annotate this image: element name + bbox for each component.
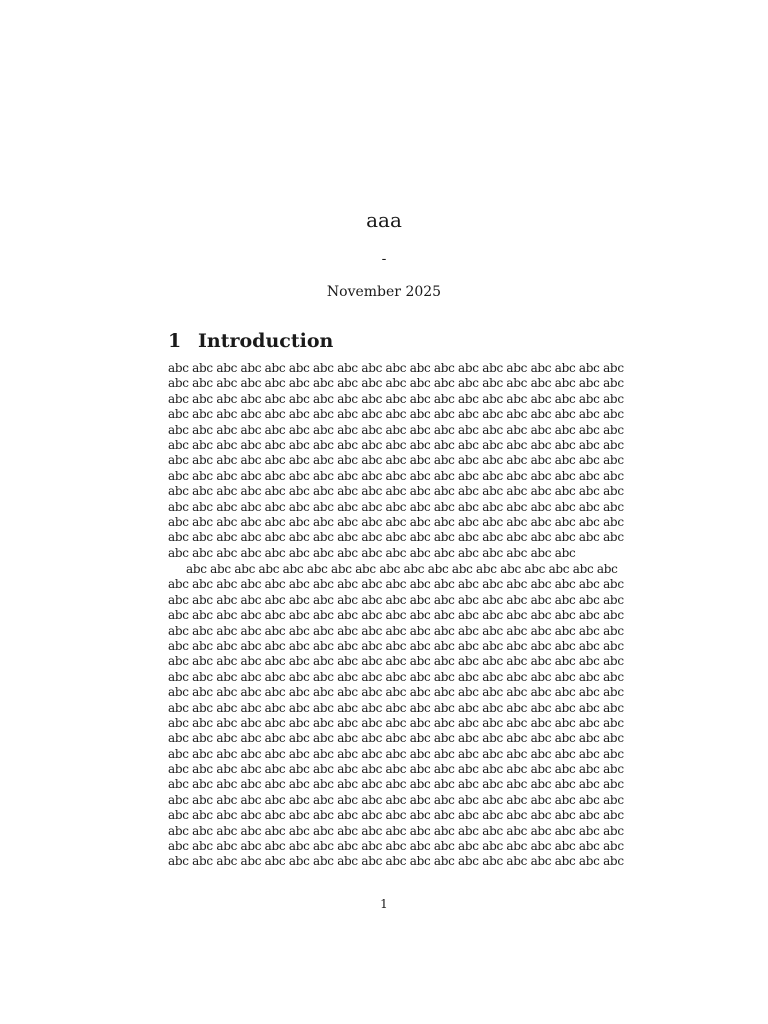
document-title: aaa xyxy=(366,208,402,232)
text-line: abc abc abc abc abc abc abc abc abc abc abc abc abc abc abc abc abc abc abc xyxy=(168,731,624,746)
text-line: abc abc abc abc abc abc abc abc abc abc abc abc abc abc abc abc abc abc abc xyxy=(168,422,624,437)
section-title: Introduction xyxy=(198,330,334,352)
text-line: abc abc abc abc abc abc abc abc abc abc abc abc abc abc abc abc abc abc abc xyxy=(168,762,624,777)
text-line: abc abc abc abc abc abc abc abc abc abc abc abc abc abc abc abc abc abc abc xyxy=(168,823,624,838)
text-line: abc abc abc abc abc abc abc abc abc abc abc abc abc abc abc abc abc abc abc xyxy=(168,468,624,483)
text-line: abc abc abc abc abc abc abc abc abc abc abc abc abc abc abc abc abc abc abc xyxy=(168,669,624,684)
text-line: abc abc abc abc abc abc abc abc abc abc abc abc abc abc abc abc abc abc abc xyxy=(168,608,624,623)
paragraph xyxy=(168,361,624,561)
document-date: November 2025 xyxy=(326,284,442,300)
text-line: abc abc abc abc abc abc abc abc abc abc abc abc abc abc abc abc abc abc abc xyxy=(168,654,624,669)
text-line: abc abc abc abc abc abc abc abc abc abc abc abc abc abc abc abc abc abc abc xyxy=(168,746,624,761)
text-line: abc abc abc abc abc abc abc abc abc abc abc abc abc abc abc abc abc abc abc xyxy=(168,854,624,869)
text-line: abc abc abc abc abc abc abc abc abc abc abc abc abc abc abc abc abc abc abc xyxy=(168,638,624,653)
text-line: abc abc abc abc abc abc abc abc abc abc abc abc abc abc abc abc abc abc abc xyxy=(168,808,624,823)
text-line: abc abc abc abc abc abc abc abc abc abc abc abc abc abc abc abc abc abc abc xyxy=(168,499,624,514)
paragraph xyxy=(168,562,624,870)
text-line: abc abc abc abc abc abc abc abc abc abc abc abc abc abc abc abc abc abc xyxy=(186,562,618,576)
section-number: 1 xyxy=(168,330,182,352)
text-line: abc abc abc abc abc abc abc abc abc abc abc abc abc abc abc abc abc abc abc xyxy=(168,437,624,452)
text-line: abc abc abc abc abc abc abc abc abc abc abc abc abc abc abc abc abc abc abc xyxy=(168,530,624,545)
text-line: abc abc abc abc abc abc abc abc abc abc abc abc abc abc abc abc abc abc abc xyxy=(168,777,624,792)
text-line: abc abc abc abc abc abc abc abc abc abc abc abc abc abc abc abc abc abc abc xyxy=(168,839,624,854)
text-line: abc abc abc abc abc abc abc abc abc abc abc abc abc abc abc abc abc abc abc xyxy=(168,700,624,715)
text-line: abc abc abc abc abc abc abc abc abc abc abc abc abc abc abc abc abc abc abc xyxy=(168,376,624,391)
text-line: abc abc abc abc abc abc abc abc abc abc abc abc abc abc abc abc abc abc abc xyxy=(168,514,624,529)
text-line: abc abc abc abc abc abc abc abc abc abc abc abc abc abc abc abc abc abc abc xyxy=(168,792,624,807)
text-line: abc abc abc abc abc abc abc abc abc abc abc abc abc abc abc abc abc abc abc xyxy=(168,361,624,375)
text-line: abc abc abc abc abc abc abc abc abc abc abc abc abc abc abc abc abc xyxy=(168,545,576,560)
text-line: abc abc abc abc abc abc abc abc abc abc abc abc abc abc abc abc abc abc abc xyxy=(168,577,624,592)
text-line: abc abc abc abc abc abc abc abc abc abc abc abc abc abc abc abc abc abc abc xyxy=(168,484,624,499)
text-line: abc abc abc abc abc abc abc abc abc abc abc abc abc abc abc abc abc abc abc xyxy=(168,685,624,700)
section-heading xyxy=(168,329,333,353)
text-line: abc abc abc abc abc abc abc abc abc abc abc abc abc abc abc abc abc abc abc xyxy=(168,391,624,406)
text-line: abc abc abc abc abc abc abc abc abc abc abc abc abc abc abc abc abc abc abc xyxy=(168,715,624,730)
text-line: abc abc abc abc abc abc abc abc abc abc abc abc abc abc abc abc abc abc abc xyxy=(168,592,624,607)
text-line: abc abc abc abc abc abc abc abc abc abc abc abc abc abc abc abc abc abc abc xyxy=(168,453,624,468)
document-author: - xyxy=(381,251,387,267)
page-number: 1 xyxy=(380,897,388,911)
text-line: abc abc abc abc abc abc abc abc abc abc abc abc abc abc abc abc abc abc abc xyxy=(168,407,624,422)
text-line: abc abc abc abc abc abc abc abc abc abc abc abc abc abc abc abc abc abc abc xyxy=(168,623,624,638)
